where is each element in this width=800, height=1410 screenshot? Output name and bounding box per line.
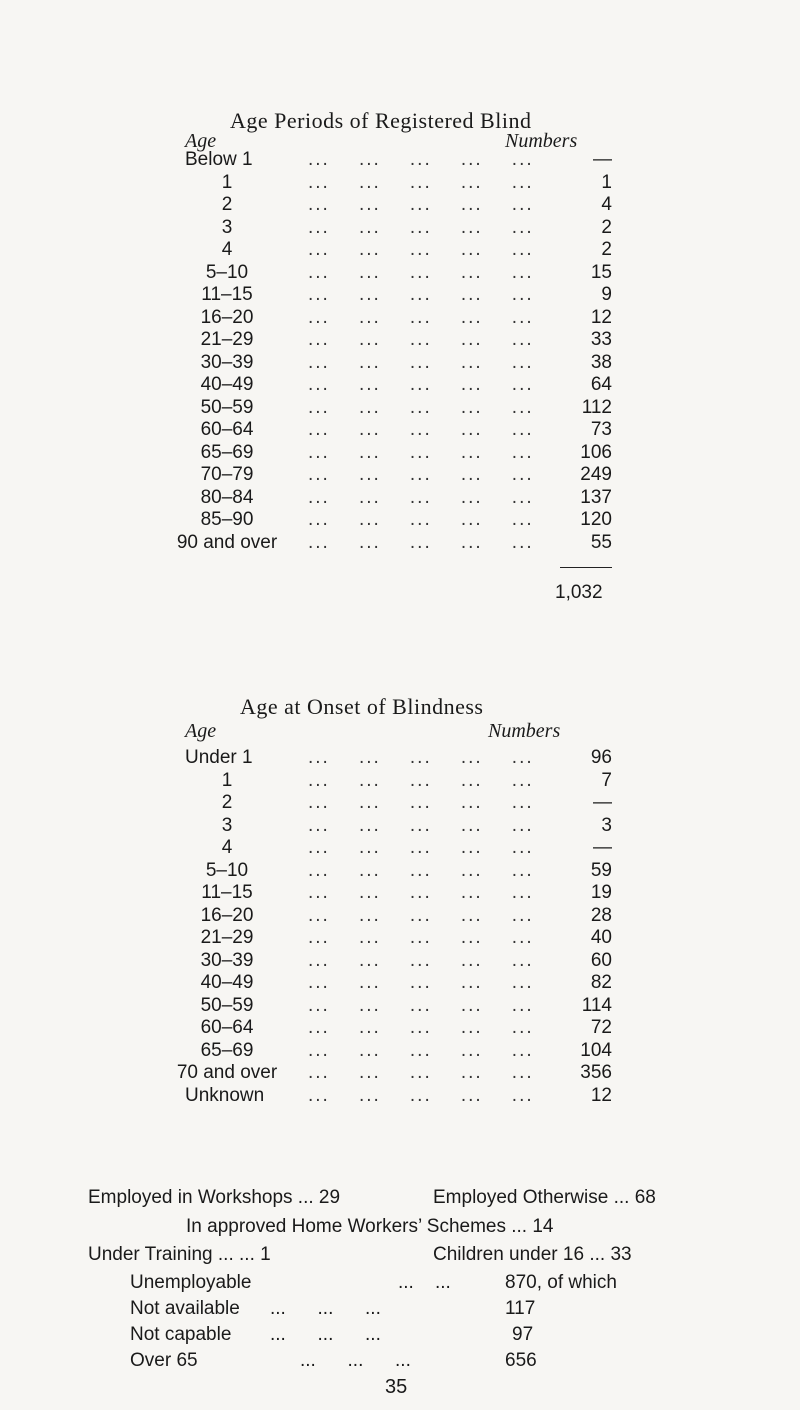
page-number: 35: [385, 1376, 408, 1398]
table1-row: [185, 351, 612, 375]
table1-leader-dots: ... ... ... ... ...: [308, 419, 534, 440]
table1-row: [176, 531, 612, 555]
table2-age: 21–29: [200, 927, 254, 948]
table1-row: [185, 216, 612, 240]
table1-number: 1: [601, 171, 612, 193]
table1-row: [185, 148, 612, 172]
table1-number: 12: [590, 306, 612, 328]
table2-row: [185, 769, 612, 793]
table1-age: 11–15: [201, 284, 253, 305]
table2-row: [185, 1039, 612, 1063]
table1-leader-dots: ... ... ... ... ...: [308, 464, 534, 485]
table1-row: [185, 396, 612, 420]
table2-age: 50–59: [200, 994, 254, 1016]
table1-number: 9: [601, 284, 612, 305]
table1-number: 137: [580, 486, 612, 508]
table1-age: 3: [221, 216, 233, 238]
table1-title: Age Periods of Registered Blind: [230, 108, 532, 133]
table2-row: [185, 1084, 612, 1108]
table2-number: 114: [581, 994, 612, 1016]
table1-numbers-header: Numbers: [505, 130, 578, 152]
table1-age: 85–90: [200, 509, 254, 530]
table1-age: 30–39: [200, 351, 254, 373]
table1-number: 120: [580, 509, 612, 530]
table2-leader-dots: ... ... ... ... ...: [308, 1039, 534, 1061]
table1-leader-dots: ... ... ... ... ...: [308, 509, 534, 530]
table1-leader-dots: ... ... ... ... ...: [308, 329, 534, 350]
table2-number: 72: [590, 1017, 612, 1038]
table2-row: [185, 949, 612, 973]
table1-leader-dots: ... ... ... ... ...: [308, 171, 534, 193]
table1-leader-dots: ... ... ... ... ...: [308, 194, 534, 215]
table1-row: [185, 463, 612, 487]
table1-age: 70–79: [200, 464, 254, 485]
table1-leader-dots: ... ... ... ... ...: [308, 531, 534, 553]
table1-number: —: [593, 149, 612, 170]
table1-row: [185, 261, 612, 285]
table2-numbers-header: Numbers: [488, 720, 561, 742]
not-available-dots: ... ... ...: [270, 1298, 381, 1319]
table2-leader-dots: ... ... ... ... ...: [308, 837, 534, 858]
table2-row: [185, 746, 612, 770]
table1-age: 50–59: [200, 396, 254, 418]
table2-number: 60: [590, 949, 612, 971]
table2-leader-dots: ... ... ... ... ...: [308, 747, 534, 768]
table2-age: 3: [221, 814, 233, 836]
table2-age: 60–64: [200, 1017, 254, 1038]
table1-age: 65–69: [200, 441, 254, 463]
table1-leader-dots: ... ... ... ... ...: [308, 374, 534, 395]
table1-total-rule: [560, 567, 612, 568]
table2-row: [185, 994, 612, 1018]
table1-leader-dots: ... ... ... ... ...: [308, 216, 534, 238]
table2-row: [185, 859, 612, 883]
table2-age: 40–49: [200, 972, 254, 993]
not-capable-dots: ... ... ...: [270, 1324, 381, 1345]
table2-age: 16–20: [200, 904, 254, 926]
table2-row: [185, 971, 612, 995]
table2-age: 4: [221, 837, 233, 858]
table1-row: [185, 238, 612, 262]
table1-leader-dots: ... ... ... ... ...: [308, 284, 534, 305]
table1-leader-dots: ... ... ... ... ...: [308, 486, 534, 508]
table1-number: 2: [601, 239, 612, 260]
table2-leader-dots: ... ... ... ... ...: [308, 814, 534, 836]
table2-leader-dots: ... ... ... ... ...: [308, 1062, 534, 1083]
table1-row: [185, 193, 612, 217]
table2-row: [185, 791, 612, 815]
table1-age: 5–10: [205, 261, 249, 283]
table1-leader-dots: ... ... ... ... ...: [308, 441, 534, 463]
table1-row: [185, 418, 612, 442]
over-65-dots: ... ... ...: [300, 1350, 411, 1371]
not-capable-value: 97: [512, 1324, 534, 1345]
table1-age: 4: [221, 239, 233, 260]
table2-age: Unknown: [185, 1084, 265, 1106]
unemployable-dots: ... ...: [398, 1272, 451, 1293]
table1-age: 60–64: [200, 419, 254, 440]
table1-age: 1: [221, 171, 233, 193]
table1-age: 16–20: [200, 306, 254, 328]
table2-number: 12: [590, 1084, 612, 1106]
under-training: Under Training ... ... 1: [88, 1244, 271, 1265]
table1-leader-dots: ... ... ... ... ...: [308, 261, 534, 283]
table2-leader-dots: ... ... ... ... ...: [308, 882, 534, 903]
table2-age-header: Age: [185, 720, 217, 742]
table2-number: 356: [580, 1062, 612, 1083]
table2-leader-dots: ... ... ... ... ...: [308, 792, 534, 813]
table1-number: 2: [601, 216, 612, 238]
table1-leader-dots: ... ... ... ... ...: [308, 306, 534, 328]
table1-row: [185, 283, 612, 307]
table1-age-header: Age: [185, 130, 217, 152]
children-under-16: Children under 16 ... 33: [433, 1244, 632, 1265]
table1-number: 64: [590, 374, 612, 395]
table2-age: 1: [221, 769, 233, 791]
table2-number: 82: [590, 972, 612, 993]
table2-number: 3: [601, 814, 612, 836]
over-65-value: 656: [505, 1350, 537, 1371]
unemployable-label: Unemployable: [130, 1272, 252, 1293]
table2-row: [185, 904, 612, 928]
home-workers: In approved Home Workers’ Schemes ... 14: [186, 1216, 554, 1237]
employed-otherwise: Employed Otherwise ... 68: [433, 1187, 656, 1208]
table1-leader-dots: ... ... ... ... ...: [308, 351, 534, 373]
table2-row: [176, 1061, 612, 1085]
table1-row: [185, 508, 612, 532]
table2-age: 65–69: [200, 1039, 254, 1061]
table1-number: 4: [601, 194, 612, 215]
table2-row: [185, 836, 612, 860]
unemployable-value: 870, of which: [505, 1272, 617, 1293]
not-available-value: 117: [505, 1298, 536, 1319]
table2-age: 70 and over: [176, 1062, 278, 1083]
table2-row: [185, 814, 612, 838]
table1-age: 90 and over: [176, 531, 278, 553]
table1-leader-dots: ... ... ... ... ...: [308, 239, 534, 260]
table2-leader-dots: ... ... ... ... ...: [308, 927, 534, 948]
table2-leader-dots: ... ... ... ... ...: [308, 1017, 534, 1038]
table1-number: 112: [581, 396, 612, 418]
table1-number: 15: [590, 261, 612, 283]
table1-age: 40–49: [200, 374, 254, 395]
table2-number: —: [593, 792, 612, 813]
employed-workshops: Employed in Workshops ... 29: [88, 1187, 341, 1208]
table1-row: [185, 328, 612, 352]
table1-number: 33: [590, 329, 612, 350]
table2-leader-dots: ... ... ... ... ...: [308, 1084, 534, 1106]
table2-age: 30–39: [200, 949, 254, 971]
table2-title: Age at Onset of Blindness: [240, 694, 484, 719]
table2-age: Under 1: [185, 747, 253, 768]
table1-row: [185, 486, 612, 510]
table1-number: 38: [590, 351, 612, 373]
table1-row: [185, 441, 612, 465]
table2-row: [185, 1016, 612, 1040]
table2-number: 104: [580, 1039, 612, 1061]
table1-number: 106: [580, 441, 612, 463]
table2-number: 40: [590, 927, 612, 948]
table1-leader-dots: ... ... ... ... ...: [308, 396, 534, 418]
not-available-label: Not available: [130, 1298, 240, 1319]
table2-leader-dots: ... ... ... ... ...: [308, 972, 534, 993]
table1-row: [185, 306, 612, 330]
table2-age: 11–15: [201, 882, 253, 903]
table1-number: 73: [590, 419, 612, 440]
table2-age: 2: [221, 792, 233, 813]
table2-row: [185, 881, 612, 905]
table2-number: 28: [590, 904, 612, 926]
table1-row: [185, 373, 612, 397]
table2-row: [185, 926, 612, 950]
table2-number: —: [593, 837, 612, 858]
table2-number: 7: [601, 769, 612, 791]
table1-number: 249: [580, 464, 612, 485]
table1-number: 55: [590, 531, 612, 553]
table2-number: 96: [590, 747, 612, 768]
table2-leader-dots: ... ... ... ... ...: [308, 769, 534, 791]
table2-number: 59: [590, 859, 612, 881]
table2-leader-dots: ... ... ... ... ...: [308, 904, 534, 926]
table1-age: 21–29: [200, 329, 254, 350]
table1-age: 2: [221, 194, 233, 215]
table2-leader-dots: ... ... ... ... ...: [308, 949, 534, 971]
table2-leader-dots: ... ... ... ... ...: [308, 994, 534, 1016]
table2-age: 5–10: [205, 859, 249, 881]
not-capable-label: Not capable: [130, 1324, 232, 1345]
table1-age: 80–84: [200, 486, 254, 508]
table1-age: Below 1: [185, 149, 253, 170]
table2-number: 19: [590, 882, 612, 903]
table1-total: 1,032: [555, 582, 603, 603]
table2-leader-dots: ... ... ... ... ...: [308, 859, 534, 881]
table1-leader-dots: ... ... ... ... ...: [308, 149, 534, 170]
table1-row: [185, 171, 612, 195]
over-65-label: Over 65: [130, 1350, 198, 1371]
